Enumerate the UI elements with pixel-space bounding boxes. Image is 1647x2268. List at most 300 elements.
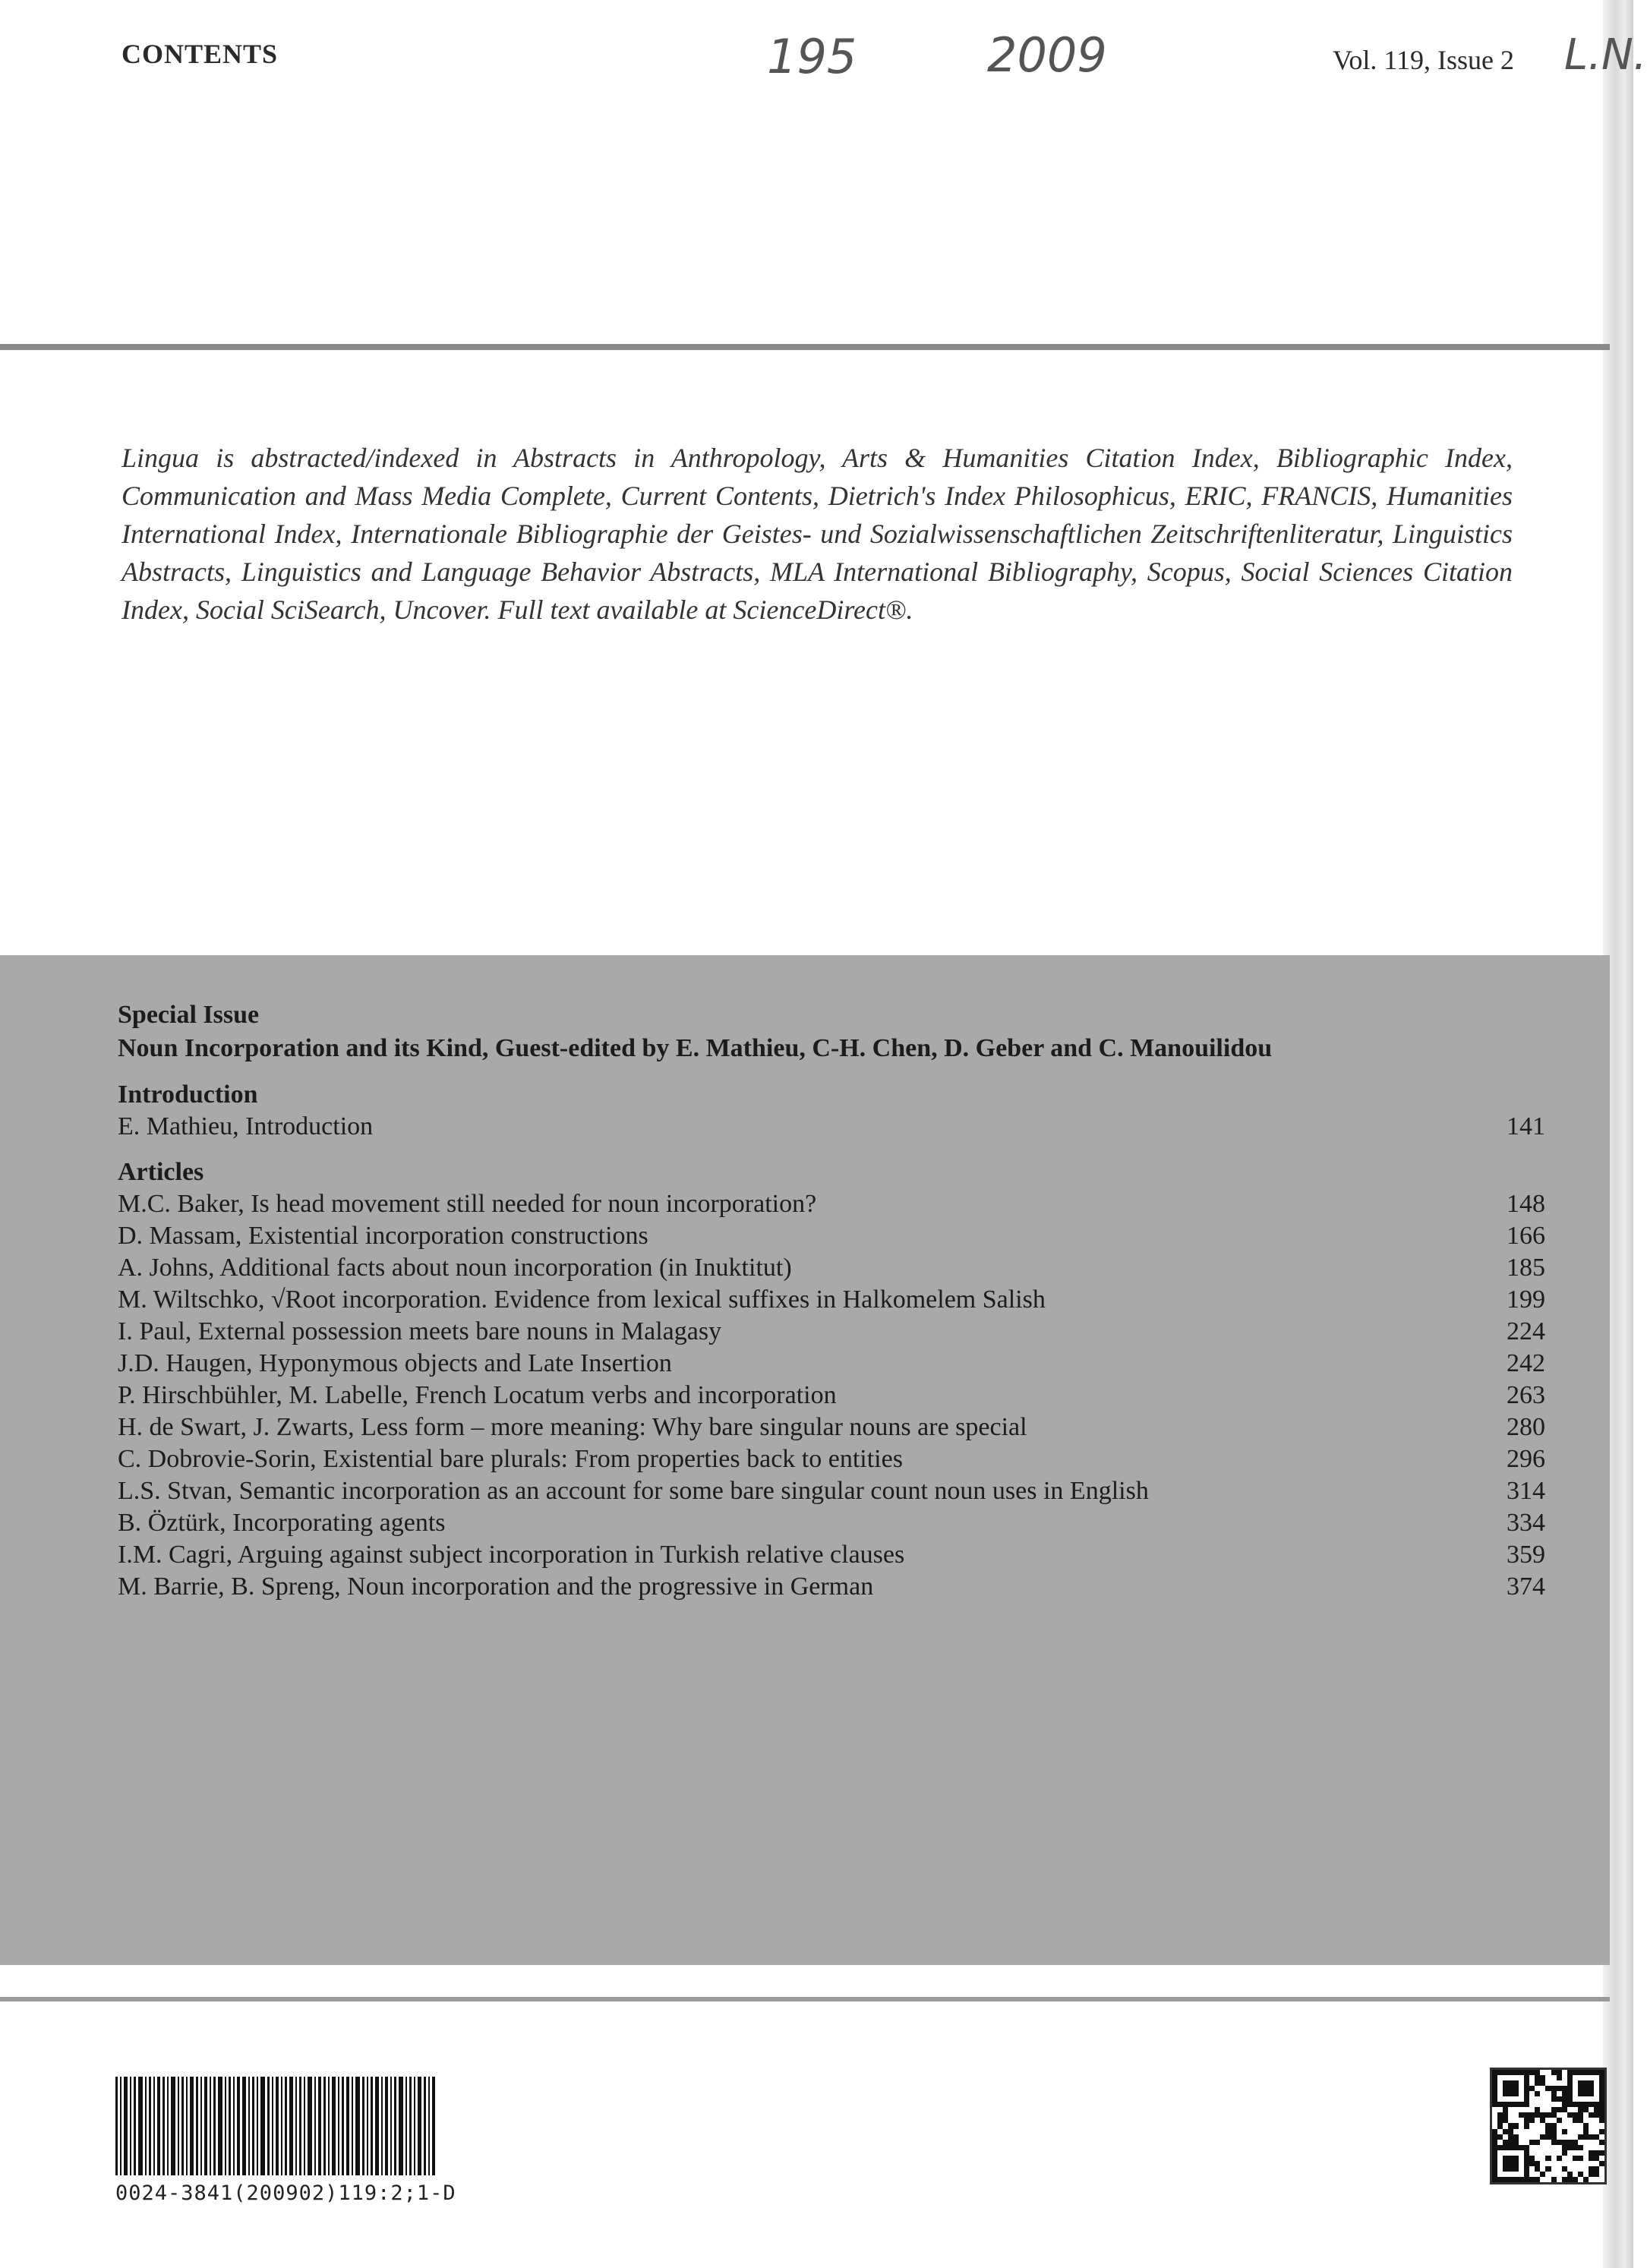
qr-module (1508, 2123, 1513, 2128)
barcode-bar (318, 2077, 321, 2175)
handwritten-note-2: 2009 (987, 27, 1107, 83)
qr-module (1492, 2166, 1497, 2172)
qr-module (1508, 2107, 1513, 2112)
qr-module (1503, 2161, 1508, 2166)
toc-entry-page: 224 (1507, 1317, 1545, 1345)
qr-module (1513, 2172, 1519, 2177)
barcode-bar (362, 2077, 364, 2175)
qr-module (1497, 2129, 1503, 2134)
qr-module (1529, 2177, 1535, 2182)
qr-module (1578, 2156, 1583, 2161)
toc-entry-page: 199 (1507, 1285, 1545, 1314)
qr-module (1513, 2123, 1519, 2128)
qr-module (1551, 2118, 1557, 2123)
barcode-bar (157, 2077, 160, 2175)
qr-module (1557, 2086, 1562, 2091)
barcode-bar (276, 2077, 279, 2175)
qr-module (1573, 2129, 1578, 2134)
qr-module (1557, 2096, 1562, 2102)
handwritten-note-3: L.N. (1564, 30, 1647, 80)
qr-module (1545, 2134, 1551, 2140)
toc-entry-page: 185 (1507, 1254, 1545, 1282)
qr-module (1573, 2161, 1578, 2166)
qr-module (1508, 2156, 1513, 2161)
barcode-bar (200, 2077, 202, 2175)
barcode-bar (405, 2077, 407, 2175)
qr-module (1535, 2156, 1540, 2161)
handwritten-note-1: 195 (767, 29, 857, 84)
qr-module (1492, 2118, 1497, 2123)
qr-module (1557, 2102, 1562, 2107)
qr-module (1529, 2096, 1535, 2102)
qr-module (1567, 2118, 1573, 2123)
qr-module (1562, 2129, 1567, 2134)
qr-module (1513, 2134, 1519, 2140)
qr-module (1583, 2075, 1589, 2080)
qr-module (1578, 2086, 1583, 2091)
qr-module (1508, 2166, 1513, 2172)
barcode-bar (167, 2077, 169, 2175)
qr-module (1557, 2112, 1562, 2118)
qr-module (1513, 2102, 1519, 2107)
qr-module (1508, 2140, 1513, 2145)
qr-module (1540, 2102, 1545, 2107)
qr-module (1529, 2102, 1535, 2107)
qr-module (1519, 2166, 1524, 2172)
qr-module (1497, 2161, 1503, 2166)
toc-entry (118, 1220, 1545, 1252)
qr-module (1578, 2129, 1583, 2134)
qr-module (1557, 2134, 1562, 2140)
toc-entry-page: 148 (1507, 1190, 1545, 1218)
toc-entry-title: I. Paul, External possession meets bare nouns in Malagasy (118, 1317, 722, 1345)
contents-heading: CONTENTS (121, 39, 279, 69)
qr-module (1524, 2134, 1529, 2140)
toc-entry (118, 1539, 1545, 1571)
qr-module (1524, 2140, 1529, 2145)
barcode-bar (260, 2077, 265, 2175)
barcode-bar (428, 2077, 430, 2175)
qr-module (1540, 2161, 1545, 2166)
barcode-bar (424, 2077, 426, 2175)
qr-module (1513, 2161, 1519, 2166)
qr-module (1594, 2091, 1599, 2096)
qr-module (1599, 2150, 1604, 2156)
toc-entry-page: 334 (1507, 1509, 1545, 1537)
toc-entry-page: 280 (1507, 1413, 1545, 1441)
qr-module (1519, 2150, 1524, 2156)
barcode-bar (210, 2077, 211, 2175)
qr-module (1519, 2107, 1524, 2112)
qr-module (1497, 2107, 1503, 2112)
qr-module (1589, 2145, 1594, 2150)
qr-module (1519, 2118, 1524, 2123)
qr-module (1573, 2150, 1578, 2156)
barcode-bar (120, 2077, 121, 2175)
qr-module (1578, 2112, 1583, 2118)
qr-module (1599, 2161, 1604, 2166)
toc-entry-title: H. de Swart, J. Zwarts, Less form – more meaning: Why bare singular nouns are special (118, 1413, 1027, 1441)
qr-module (1557, 2070, 1562, 2075)
qr-module (1573, 2166, 1578, 2172)
barcode-bar (225, 2077, 226, 2175)
qr-module (1583, 2112, 1589, 2118)
qr-module (1519, 2156, 1524, 2161)
qr-module (1545, 2107, 1551, 2112)
qr-module (1508, 2161, 1513, 2166)
qr-module (1594, 2134, 1599, 2140)
qr-module (1545, 2145, 1551, 2150)
special-issue-label: Special Issue (118, 1001, 260, 1029)
qr-module (1551, 2080, 1557, 2086)
qr-module (1583, 2091, 1589, 2096)
qr-module (1519, 2102, 1524, 2107)
qr-module (1562, 2118, 1567, 2123)
qr-module (1540, 2172, 1545, 2177)
qr-module (1529, 2129, 1535, 2134)
qr-module (1535, 2134, 1540, 2140)
qr-module (1545, 2166, 1551, 2172)
qr-module (1503, 2156, 1508, 2161)
barcode-bar (138, 2077, 143, 2175)
qr-module (1545, 2080, 1551, 2086)
barcode-bar (237, 2077, 240, 2175)
qr-module (1545, 2075, 1551, 2080)
qr-module (1567, 2086, 1573, 2091)
toc-entry-page: 296 (1507, 1445, 1545, 1473)
qr-module (1503, 2145, 1508, 2150)
qr-module (1551, 2091, 1557, 2096)
qr-module (1513, 2166, 1519, 2172)
qr-module (1524, 2145, 1529, 2150)
qr-module (1497, 2140, 1503, 2145)
qr-module (1503, 2134, 1508, 2140)
qr-module (1492, 2107, 1497, 2112)
qr-module (1535, 2150, 1540, 2156)
barcode-bar (252, 2077, 254, 2175)
toc-entry-title: M. Wiltschko, √Root incorporation. Evidence from lexical suffixes in Halkomelem Salish (118, 1285, 1046, 1314)
qr-module (1540, 2107, 1545, 2112)
qr-module (1492, 2150, 1497, 2156)
qr-module (1589, 2102, 1594, 2107)
qr-module (1508, 2177, 1513, 2182)
qr-module (1545, 2123, 1551, 2128)
qr-module (1492, 2096, 1497, 2102)
qr-module (1594, 2118, 1599, 2123)
qr-module (1503, 2070, 1508, 2075)
qr-module (1551, 2129, 1557, 2134)
barcode-bar (196, 2077, 198, 2175)
toc-entry (118, 1284, 1545, 1316)
qr-module (1513, 2070, 1519, 2075)
qr-module (1513, 2150, 1519, 2156)
qr-module (1503, 2107, 1508, 2112)
qr-module (1578, 2102, 1583, 2107)
barcode-bar (190, 2077, 194, 2175)
qr-module (1519, 2161, 1524, 2166)
qr-module (1503, 2118, 1508, 2123)
qr-module (1573, 2134, 1578, 2140)
qr-module (1578, 2177, 1583, 2182)
qr-module (1497, 2118, 1503, 2123)
qr-module (1573, 2145, 1578, 2150)
qr-module (1573, 2177, 1578, 2182)
qr-module (1583, 2166, 1589, 2172)
qr-module (1589, 2075, 1594, 2080)
qr-module (1567, 2102, 1573, 2107)
toc-entry-title: E. Mathieu, Introduction (118, 1112, 374, 1140)
qr-module (1535, 2161, 1540, 2166)
qr-module (1557, 2118, 1562, 2123)
barcode-bar (134, 2077, 136, 2175)
qr-module (1519, 2145, 1524, 2150)
qr-module (1535, 2096, 1540, 2102)
qr-module (1535, 2123, 1540, 2128)
qr-module (1589, 2112, 1594, 2118)
qr-module (1524, 2075, 1529, 2080)
qr-module (1497, 2080, 1503, 2086)
toc-entry-page: 263 (1507, 1381, 1545, 1409)
qr-module (1551, 2156, 1557, 2161)
qr-module (1599, 2107, 1604, 2112)
barcode-bar (248, 2077, 250, 2175)
qr-module (1540, 2123, 1545, 2128)
qr-module (1551, 2166, 1557, 2172)
qr-module (1557, 2091, 1562, 2096)
qr-module (1535, 2107, 1540, 2112)
table-of-contents (118, 998, 1545, 1603)
qr-module (1589, 2096, 1594, 2102)
qr-module (1573, 2156, 1578, 2161)
qr-module (1589, 2129, 1594, 2134)
qr-module (1589, 2177, 1594, 2182)
qr-module (1529, 2134, 1535, 2140)
qr-module (1557, 2129, 1562, 2134)
qr-module (1583, 2140, 1589, 2145)
qr-module (1492, 2075, 1497, 2080)
barcode-bar (233, 2077, 235, 2175)
qr-module (1573, 2172, 1578, 2177)
qr-module (1540, 2129, 1545, 2134)
qr-module (1529, 2080, 1535, 2086)
barcode-bar (153, 2077, 155, 2175)
qr-module (1492, 2091, 1497, 2096)
qr-module (1567, 2177, 1573, 2182)
barcode-bar (178, 2077, 179, 2175)
qr-module (1519, 2080, 1524, 2086)
toc-entry-title: L.S. Stvan, Semantic incorporation as an account for some bare singular count noun uses in English (118, 1477, 1149, 1505)
barcode-bar (314, 2077, 316, 2175)
qr-module (1599, 2140, 1604, 2145)
qr-module (1492, 2102, 1497, 2107)
barcode-bar (367, 2077, 368, 2175)
qr-module (1497, 2070, 1503, 2075)
qr-module (1492, 2086, 1497, 2091)
qr-module (1567, 2091, 1573, 2096)
introduction-list (118, 1111, 1545, 1143)
qr-module (1529, 2172, 1535, 2177)
qr-module (1567, 2096, 1573, 2102)
qr-module (1497, 2150, 1503, 2156)
qr-module (1513, 2107, 1519, 2112)
qr-module (1551, 2177, 1557, 2182)
qr-module (1524, 2118, 1529, 2123)
barcode-bar (281, 2077, 282, 2175)
barcode-bar (218, 2077, 222, 2175)
qr-module (1492, 2145, 1497, 2150)
qr-module (1573, 2086, 1578, 2091)
qr-module (1513, 2129, 1519, 2134)
articles-heading: Articles (118, 1158, 204, 1186)
qr-module (1524, 2070, 1529, 2075)
qr-module (1535, 2091, 1540, 2096)
qr-module (1583, 2102, 1589, 2107)
qr-module (1599, 2123, 1604, 2128)
toc-entry-page: 166 (1507, 1222, 1545, 1250)
qr-module (1567, 2156, 1573, 2161)
qr-module (1508, 2118, 1513, 2123)
qr-module (1529, 2107, 1535, 2112)
qr-module (1578, 2150, 1583, 2156)
barcode-bar (355, 2077, 360, 2175)
toc-entry-page: 141 (1507, 1112, 1545, 1140)
qr-module (1513, 2080, 1519, 2086)
qr-module (1540, 2177, 1545, 2182)
qr-module (1535, 2070, 1540, 2075)
qr-module (1551, 2161, 1557, 2166)
qr-module (1578, 2096, 1583, 2102)
qr-module (1562, 2123, 1567, 2128)
qr-module (1540, 2086, 1545, 2091)
qr-module (1519, 2086, 1524, 2091)
qr-module (1557, 2140, 1562, 2145)
qr-code (1490, 2068, 1607, 2184)
qr-module (1557, 2075, 1562, 2080)
barcode-bar (323, 2077, 326, 2175)
qr-module (1562, 2134, 1567, 2140)
qr-module (1535, 2145, 1540, 2150)
qr-module (1497, 2086, 1503, 2091)
qr-module (1513, 2140, 1519, 2145)
qr-module (1599, 2102, 1604, 2107)
toc-entry (118, 1507, 1545, 1539)
qr-module (1524, 2091, 1529, 2096)
qr-module (1583, 2107, 1589, 2112)
qr-module (1573, 2091, 1578, 2096)
qr-module (1535, 2086, 1540, 2091)
qr-module (1562, 2177, 1567, 2182)
toc-entry (118, 1252, 1545, 1284)
qr-module (1583, 2150, 1589, 2156)
qr-module (1535, 2075, 1540, 2080)
qr-module (1594, 2070, 1599, 2075)
bottom-divider-rule (0, 1997, 1610, 2001)
barcode-bar (257, 2077, 258, 2175)
qr-module (1540, 2118, 1545, 2123)
qr-module (1562, 2080, 1567, 2086)
qr-module (1497, 2145, 1503, 2150)
qr-module (1551, 2123, 1557, 2128)
qr-module (1599, 2156, 1604, 2161)
qr-module (1589, 2086, 1594, 2091)
qr-module (1567, 2129, 1573, 2134)
qr-module (1503, 2075, 1508, 2080)
qr-module (1567, 2112, 1573, 2118)
qr-module (1599, 2086, 1604, 2091)
qr-module (1589, 2172, 1594, 2177)
qr-module (1524, 2156, 1529, 2161)
barcode-bar (390, 2077, 392, 2175)
barcode-bar (272, 2077, 273, 2175)
barcode-bar (130, 2077, 131, 2175)
qr-module (1599, 2091, 1604, 2096)
qr-module (1557, 2156, 1562, 2161)
qr-module (1492, 2112, 1497, 2118)
qr-module (1573, 2075, 1578, 2080)
qr-module (1524, 2161, 1529, 2166)
qr-module (1573, 2112, 1578, 2118)
qr-module (1503, 2129, 1508, 2134)
qr-module (1599, 2177, 1604, 2182)
qr-module (1594, 2107, 1599, 2112)
barcode-bar (418, 2077, 421, 2175)
qr-module (1594, 2150, 1599, 2156)
qr-module (1583, 2172, 1589, 2177)
qr-module (1513, 2091, 1519, 2096)
barcode-bar (162, 2077, 165, 2175)
toc-entry (118, 1412, 1545, 1443)
toc-entry (118, 1380, 1545, 1412)
indexing-note: Lingua is abstracted/indexed in Abstracts in Anthropology, Arts & Humanities Citation Index, Bibliographic Index, Communication and Mass Media Complete, Current Contents, Dietrich's Index Philosophicus, ERIC, FRANCIS, Humanities International Index, Internationale Bibliographie der Geistes- und Sozialwissenschaftlichen Zeitschriftenliteratur, Linguistics Abstracts, Linguistics and Language Behavior Abstracts, MLA International Bibliography, Scopus, Social Sciences Citation Index, Social SciSearch, Uncover. Full text available at ScienceDirect®. (121, 443, 1513, 625)
qr-module (1524, 2123, 1529, 2128)
barcode-bar (352, 2077, 353, 2175)
qr-module (1589, 2166, 1594, 2172)
qr-module (1535, 2140, 1540, 2145)
qr-module (1562, 2166, 1567, 2172)
toc-entry-title: M.C. Baker, Is head movement still needed for noun incorporation? (118, 1190, 817, 1218)
qr-module (1589, 2123, 1594, 2128)
qr-module (1573, 2118, 1578, 2123)
barcode-bar (308, 2077, 312, 2175)
qr-module (1578, 2091, 1583, 2096)
qr-module (1557, 2080, 1562, 2086)
toc-entry (118, 1111, 1545, 1143)
qr-module (1567, 2150, 1573, 2156)
qr-module (1557, 2172, 1562, 2177)
introduction-heading: Introduction (118, 1080, 258, 1109)
qr-module (1562, 2102, 1567, 2107)
qr-module (1599, 2112, 1604, 2118)
toc-entry-page: 359 (1507, 1541, 1545, 1569)
qr-module (1513, 2118, 1519, 2123)
qr-module (1545, 2172, 1551, 2177)
qr-module (1573, 2102, 1578, 2107)
qr-module (1503, 2150, 1508, 2156)
qr-module (1583, 2161, 1589, 2166)
qr-module (1557, 2145, 1562, 2150)
qr-module (1589, 2091, 1594, 2096)
qr-module (1589, 2080, 1594, 2086)
qr-module (1589, 2118, 1594, 2123)
qr-module (1594, 2156, 1599, 2161)
qr-module (1503, 2091, 1508, 2096)
qr-module (1578, 2118, 1583, 2123)
qr-module (1545, 2129, 1551, 2134)
qr-module (1599, 2080, 1604, 2086)
qr-module (1551, 2172, 1557, 2177)
qr-module (1513, 2075, 1519, 2080)
toc-entry-title: B. Öztürk, Incorporating agents (118, 1509, 446, 1537)
